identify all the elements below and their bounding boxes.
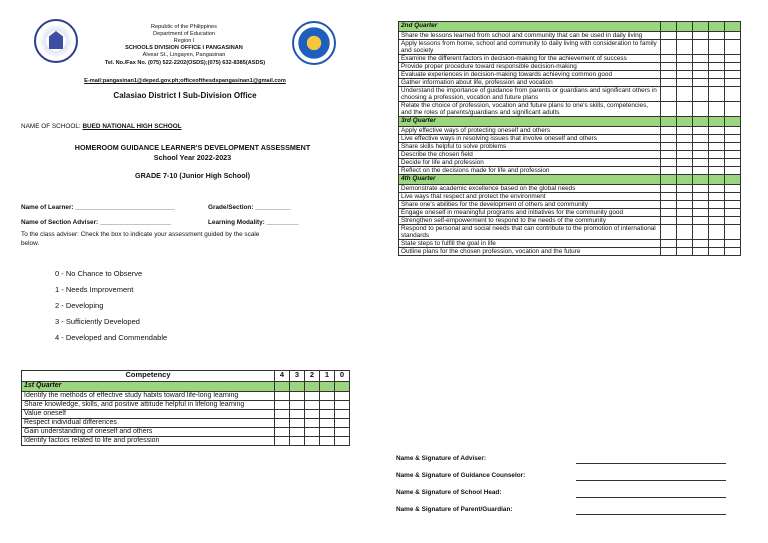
score-checkbox[interactable] xyxy=(677,32,693,40)
score-checkbox[interactable] xyxy=(709,143,725,151)
score-checkbox[interactable] xyxy=(709,40,725,55)
address-text: Alvear St., Lingayen, Pangasinan xyxy=(142,52,226,58)
quarter-score-cell xyxy=(335,382,350,392)
score-checkbox[interactable] xyxy=(320,392,335,401)
competency-text: Examine the different factors in decision-making for the achievement of success xyxy=(399,55,661,63)
score-checkbox[interactable] xyxy=(693,167,709,175)
quarter-label: 1st Quarter xyxy=(22,382,275,392)
quarter-score-cell xyxy=(677,22,693,32)
quarter-row xyxy=(399,117,741,127)
score-checkbox[interactable] xyxy=(709,87,725,102)
score-checkbox[interactable] xyxy=(677,159,693,167)
score-checkbox[interactable] xyxy=(677,240,693,248)
score-checkbox[interactable] xyxy=(275,401,290,410)
score-checkbox[interactable] xyxy=(709,32,725,40)
competency-text: Evaluate experiences in decision-making towards achieving common good xyxy=(399,71,661,79)
competency-text: Share the lessons learned from school and community that can be used in daily living xyxy=(399,32,661,40)
score-checkbox[interactable] xyxy=(661,159,677,167)
competency-table-q1 xyxy=(21,370,350,446)
score-checkbox[interactable] xyxy=(725,102,741,117)
score-checkbox[interactable] xyxy=(661,40,677,55)
score-checkbox[interactable] xyxy=(335,437,350,446)
table-row xyxy=(399,193,741,201)
score-checkbox[interactable] xyxy=(320,428,335,437)
table-row xyxy=(22,419,350,428)
quarter-score-cell xyxy=(709,175,725,185)
score-checkbox[interactable] xyxy=(693,201,709,209)
tel-text: Tel. No./Fax No. (075) 522-2202(OSDS);(075) 632-8385(ASDS) xyxy=(104,60,266,66)
quarter-score-cell xyxy=(693,117,709,127)
score-checkbox[interactable] xyxy=(693,79,709,87)
score-checkbox[interactable] xyxy=(677,209,693,217)
competency-text: Outline plans for the chosen profession, vocation and the future xyxy=(399,248,661,256)
score-header-0: 0 xyxy=(335,371,350,382)
quarter-row xyxy=(399,22,741,32)
score-checkbox[interactable] xyxy=(709,185,725,193)
score-checkbox[interactable] xyxy=(275,428,290,437)
quarter-score-cell xyxy=(693,22,709,32)
quarter-score-cell xyxy=(709,117,725,127)
score-checkbox[interactable] xyxy=(693,32,709,40)
quarter-score-cell xyxy=(320,382,335,392)
score-checkbox[interactable] xyxy=(725,217,741,225)
quarter-score-cell xyxy=(305,382,320,392)
score-checkbox[interactable] xyxy=(709,240,725,248)
school-label: NAME OF SCHOOL: xyxy=(21,123,81,130)
score-checkbox[interactable] xyxy=(725,240,741,248)
quarter-label: 2nd Quarter xyxy=(399,22,661,32)
competency-text: Identify the methods of effective study habits toward life-long learning xyxy=(22,392,275,401)
score-checkbox[interactable] xyxy=(709,102,725,117)
competency-text: Gain understanding of oneself and others xyxy=(22,428,275,437)
competency-text: Respond to personal and social needs that can contribute to the promotion of international standards xyxy=(399,225,661,240)
score-checkbox[interactable] xyxy=(709,217,725,225)
score-checkbox[interactable] xyxy=(661,201,677,209)
score-header-2: 2 xyxy=(305,371,320,382)
score-checkbox[interactable] xyxy=(677,185,693,193)
counselor-signature-label: Name & Signature of Guidance Counselor: xyxy=(396,472,526,479)
score-checkbox[interactable] xyxy=(709,201,725,209)
score-checkbox[interactable] xyxy=(709,167,725,175)
division-seal-icon xyxy=(292,21,336,65)
table-row xyxy=(22,392,350,401)
score-checkbox[interactable] xyxy=(661,87,677,102)
competency-text: Describe the chosen field xyxy=(399,151,661,159)
email-text: E-mail:pangasinan1@deped.gov.ph;officeofthesdspangasinan1@gmail.com xyxy=(84,78,286,84)
score-checkbox[interactable] xyxy=(305,410,320,419)
score-checkbox[interactable] xyxy=(677,151,693,159)
region-text: Region I xyxy=(173,38,195,44)
score-checkbox[interactable] xyxy=(677,193,693,201)
competency-text: Reflect on the decisions made for life and profession xyxy=(399,167,661,175)
table-row xyxy=(399,201,741,209)
score-checkbox[interactable] xyxy=(693,143,709,151)
quarter-score-cell xyxy=(693,175,709,185)
score-checkbox[interactable] xyxy=(693,71,709,79)
table-row xyxy=(22,410,350,419)
score-checkbox[interactable] xyxy=(725,79,741,87)
score-checkbox[interactable] xyxy=(693,225,709,240)
school-year: School Year 2022-2023 xyxy=(153,153,232,162)
score-checkbox[interactable] xyxy=(693,135,709,143)
parent-signature-label: Name & Signature of Parent/Guardian: xyxy=(396,506,513,513)
competency-text: Strengthen self-empowerment to respond to the needs of the community xyxy=(399,217,661,225)
score-checkbox[interactable] xyxy=(693,248,709,256)
score-checkbox[interactable] xyxy=(275,392,290,401)
score-checkbox[interactable] xyxy=(290,428,305,437)
score-checkbox[interactable] xyxy=(709,71,725,79)
score-checkbox[interactable] xyxy=(693,217,709,225)
score-checkbox[interactable] xyxy=(661,102,677,117)
score-checkbox[interactable] xyxy=(725,151,741,159)
grade-title: GRADE 7-10 (Junior High School) xyxy=(134,171,250,180)
score-checkbox[interactable] xyxy=(709,63,725,71)
score-checkbox[interactable] xyxy=(320,437,335,446)
score-checkbox[interactable] xyxy=(305,428,320,437)
competency-text: Understand the importance of guidance from parents or guardians and significant others in choosing a profession, vocation and future plans xyxy=(399,87,661,102)
score-checkbox[interactable] xyxy=(725,167,741,175)
quarter-score-cell xyxy=(725,175,741,185)
score-checkbox[interactable] xyxy=(661,167,677,175)
scale-item: 2 - Developing xyxy=(55,301,104,310)
score-checkbox[interactable] xyxy=(725,71,741,79)
table-row xyxy=(399,159,741,167)
score-checkbox[interactable] xyxy=(693,87,709,102)
score-checkbox[interactable] xyxy=(677,225,693,240)
quarter-score-cell xyxy=(677,117,693,127)
competency-text: Share knowledge, skills, and positive attitude helpful in lifelong learning xyxy=(22,401,275,410)
quarter-score-cell xyxy=(661,175,677,185)
score-checkbox[interactable] xyxy=(725,55,741,63)
score-checkbox[interactable] xyxy=(693,240,709,248)
score-checkbox[interactable] xyxy=(709,159,725,167)
department-text: Department of Education xyxy=(153,31,215,37)
quarter-score-cell xyxy=(709,22,725,32)
quarter-label: 3rd Quarter xyxy=(399,117,661,127)
score-checkbox[interactable] xyxy=(661,193,677,201)
head-signature-line[interactable] xyxy=(576,496,726,498)
score-checkbox[interactable] xyxy=(725,40,741,55)
score-checkbox[interactable] xyxy=(335,410,350,419)
score-checkbox[interactable] xyxy=(677,248,693,256)
head-signature-label: Name & Signature of School Head: xyxy=(396,489,502,496)
score-checkbox[interactable] xyxy=(661,248,677,256)
quarter-score-cell xyxy=(661,22,677,32)
score-checkbox[interactable] xyxy=(677,102,693,117)
competency-text: Apply effective ways of protecting oneself and others xyxy=(399,127,661,135)
competency-text: Live ways that respect and protect the environment xyxy=(399,193,661,201)
instruction-line2: below. xyxy=(21,240,40,247)
score-checkbox[interactable] xyxy=(335,428,350,437)
table-row xyxy=(399,135,741,143)
competency-text: Provide proper procedure toward responsible decision-making xyxy=(399,63,661,71)
competency-text: Live effective ways in resolving issues that involve oneself and others xyxy=(399,135,661,143)
score-checkbox[interactable] xyxy=(725,209,741,217)
score-header-1: 1 xyxy=(320,371,335,382)
score-checkbox[interactable] xyxy=(725,87,741,102)
school-name: BUED NATIONAL HIGH SCHOOL xyxy=(82,123,182,130)
score-checkbox[interactable] xyxy=(709,248,725,256)
score-checkbox[interactable] xyxy=(335,392,350,401)
table-row xyxy=(399,32,741,40)
instruction-line1: To the class adviser: Check the box to indicate your assessment guided by the scale xyxy=(21,231,260,238)
competency-text: Share one's abilities for the development of others and community xyxy=(399,201,661,209)
table-row xyxy=(399,127,741,135)
score-checkbox[interactable] xyxy=(661,63,677,71)
score-checkbox[interactable] xyxy=(725,135,741,143)
table-row xyxy=(399,63,741,71)
table-row xyxy=(399,240,741,248)
table-row xyxy=(399,143,741,151)
score-checkbox[interactable] xyxy=(677,201,693,209)
form-title: HOMEROOM GUIDANCE LEARNER'S DEVELOPMENT ASSESSMENT xyxy=(74,143,311,152)
quarter-row xyxy=(399,175,741,185)
competency-text: Value oneself xyxy=(22,410,275,419)
score-checkbox[interactable] xyxy=(335,401,350,410)
scale-item: 4 - Developed and Commendable xyxy=(55,333,168,342)
school-line xyxy=(21,123,182,130)
table-row xyxy=(22,401,350,410)
competency-text: State steps to fulfill the goal in life xyxy=(399,240,661,248)
table-row xyxy=(399,102,741,117)
table-row xyxy=(22,437,350,446)
competency-text: Engage oneself in meaningful programs and initiatives for the community good xyxy=(399,209,661,217)
score-checkbox[interactable] xyxy=(693,102,709,117)
table-header-row xyxy=(22,371,350,382)
score-checkbox[interactable] xyxy=(677,143,693,151)
score-checkbox[interactable] xyxy=(677,79,693,87)
adviser-signature-line[interactable] xyxy=(576,462,726,464)
competency-table-q2-q4 xyxy=(398,21,741,256)
table-row xyxy=(399,185,741,193)
scale-item: 3 - Sufficiently Developed xyxy=(55,317,140,326)
score-checkbox[interactable] xyxy=(725,225,741,240)
learner-field[interactable]: Name of Learner: ____________________________ xyxy=(21,204,175,211)
score-header-3: 3 xyxy=(290,371,305,382)
score-checkbox[interactable] xyxy=(290,410,305,419)
quarter-score-cell xyxy=(677,175,693,185)
score-checkbox[interactable] xyxy=(709,55,725,63)
score-checkbox[interactable] xyxy=(693,55,709,63)
score-checkbox[interactable] xyxy=(305,392,320,401)
score-checkbox[interactable] xyxy=(725,193,741,201)
score-checkbox[interactable] xyxy=(661,217,677,225)
score-checkbox[interactable] xyxy=(709,209,725,217)
score-checkbox[interactable] xyxy=(693,159,709,167)
competency-text: Gather information about life, profession and vocation xyxy=(399,79,661,87)
score-checkbox[interactable] xyxy=(275,419,290,428)
table-row xyxy=(399,217,741,225)
score-checkbox[interactable] xyxy=(725,127,741,135)
score-checkbox[interactable] xyxy=(725,143,741,151)
table-row xyxy=(399,79,741,87)
quarter-score-cell xyxy=(290,382,305,392)
score-checkbox[interactable] xyxy=(677,55,693,63)
grade-section-field[interactable]: Grade/Section: __________ xyxy=(208,204,291,211)
score-checkbox[interactable] xyxy=(661,209,677,217)
score-checkbox[interactable] xyxy=(320,410,335,419)
adviser-signature-label: Name & Signature of Adviser: xyxy=(396,455,486,462)
score-checkbox[interactable] xyxy=(725,185,741,193)
deped-seal-icon xyxy=(34,19,78,63)
score-checkbox[interactable] xyxy=(709,127,725,135)
scale-item: 0 - No Chance to Observe xyxy=(55,269,143,278)
score-checkbox[interactable] xyxy=(661,127,677,135)
table-row xyxy=(399,71,741,79)
score-checkbox[interactable] xyxy=(709,135,725,143)
score-checkbox[interactable] xyxy=(677,87,693,102)
score-checkbox[interactable] xyxy=(709,225,725,240)
competency-text: Apply lessons from home, school and community to daily living with consideration to family and society xyxy=(399,40,661,55)
quarter-score-cell xyxy=(725,117,741,127)
score-checkbox[interactable] xyxy=(335,419,350,428)
counselor-signature-line[interactable] xyxy=(576,479,726,481)
score-checkbox[interactable] xyxy=(693,151,709,159)
score-checkbox[interactable] xyxy=(677,217,693,225)
score-checkbox[interactable] xyxy=(661,55,677,63)
competency-text: Share skills helpful to solve problems xyxy=(399,143,661,151)
score-checkbox[interactable] xyxy=(693,127,709,135)
score-checkbox[interactable] xyxy=(709,193,725,201)
quarter-score-cell xyxy=(661,117,677,127)
score-checkbox[interactable] xyxy=(693,185,709,193)
score-checkbox[interactable] xyxy=(677,63,693,71)
table-row xyxy=(399,87,741,102)
score-checkbox[interactable] xyxy=(709,151,725,159)
quarter-label: 4th Quarter xyxy=(399,175,661,185)
score-checkbox[interactable] xyxy=(677,40,693,55)
score-checkbox[interactable] xyxy=(305,401,320,410)
table-row xyxy=(399,248,741,256)
competency-text: Respect individual differences xyxy=(22,419,275,428)
table-row xyxy=(399,209,741,217)
score-checkbox[interactable] xyxy=(693,40,709,55)
quarter-score-cell xyxy=(275,382,290,392)
score-checkbox[interactable] xyxy=(305,437,320,446)
score-checkbox[interactable] xyxy=(725,159,741,167)
competency-text: Demonstrate academic excellence based on the global needs xyxy=(399,185,661,193)
score-checkbox[interactable] xyxy=(305,419,320,428)
quarter-row xyxy=(22,382,350,392)
score-header-4: 4 xyxy=(275,371,290,382)
score-checkbox[interactable] xyxy=(693,63,709,71)
quarter-score-cell xyxy=(725,22,741,32)
score-checkbox[interactable] xyxy=(677,127,693,135)
score-checkbox[interactable] xyxy=(709,79,725,87)
republic-text: Republic of the Philippines xyxy=(151,24,217,30)
office-title: Calasiao District I Sub-Division Office xyxy=(113,91,257,100)
score-checkbox[interactable] xyxy=(661,143,677,151)
table-row xyxy=(399,225,741,240)
score-checkbox[interactable] xyxy=(661,225,677,240)
right-page xyxy=(384,0,768,543)
score-checkbox[interactable] xyxy=(290,419,305,428)
score-checkbox[interactable] xyxy=(661,32,677,40)
score-checkbox[interactable] xyxy=(320,419,335,428)
table-row xyxy=(399,151,741,159)
table-row xyxy=(399,167,741,175)
adviser-field[interactable]: Name of Section Adviser: ____________________ xyxy=(21,219,172,226)
score-checkbox[interactable] xyxy=(693,209,709,217)
score-checkbox[interactable] xyxy=(677,135,693,143)
scale-item: 1 - Needs Improvement xyxy=(55,285,134,294)
table-row xyxy=(399,40,741,55)
score-checkbox[interactable] xyxy=(275,437,290,446)
score-checkbox[interactable] xyxy=(661,240,677,248)
score-checkbox[interactable] xyxy=(693,193,709,201)
competency-text: Decide for life and profession xyxy=(399,159,661,167)
score-checkbox[interactable] xyxy=(677,71,693,79)
score-checkbox[interactable] xyxy=(725,32,741,40)
modality-field[interactable]: Learning Modality: _________ xyxy=(208,219,299,226)
score-checkbox[interactable] xyxy=(290,401,305,410)
competency-text: Identify factors related to life and profession xyxy=(22,437,275,446)
score-checkbox[interactable] xyxy=(275,410,290,419)
competency-header: Competency xyxy=(22,371,275,382)
score-checkbox[interactable] xyxy=(290,437,305,446)
score-checkbox[interactable] xyxy=(725,63,741,71)
table-row xyxy=(399,55,741,63)
competency-text: Relate the choice of profession, vocation and future plans to one's skills, competencies, and the roles of parents/guardians and significant adults xyxy=(399,102,661,117)
score-checkbox[interactable] xyxy=(661,71,677,79)
score-checkbox[interactable] xyxy=(725,201,741,209)
score-checkbox[interactable] xyxy=(661,185,677,193)
parent-signature-line[interactable] xyxy=(576,513,726,515)
score-checkbox[interactable] xyxy=(677,167,693,175)
score-checkbox[interactable] xyxy=(290,392,305,401)
score-checkbox[interactable] xyxy=(725,248,741,256)
table-row xyxy=(22,428,350,437)
score-checkbox[interactable] xyxy=(661,151,677,159)
score-checkbox[interactable] xyxy=(661,135,677,143)
score-checkbox[interactable] xyxy=(661,79,677,87)
division-text: SCHOOLS DIVISION OFFICE I PANGASINAN xyxy=(125,45,243,51)
score-checkbox[interactable] xyxy=(320,401,335,410)
